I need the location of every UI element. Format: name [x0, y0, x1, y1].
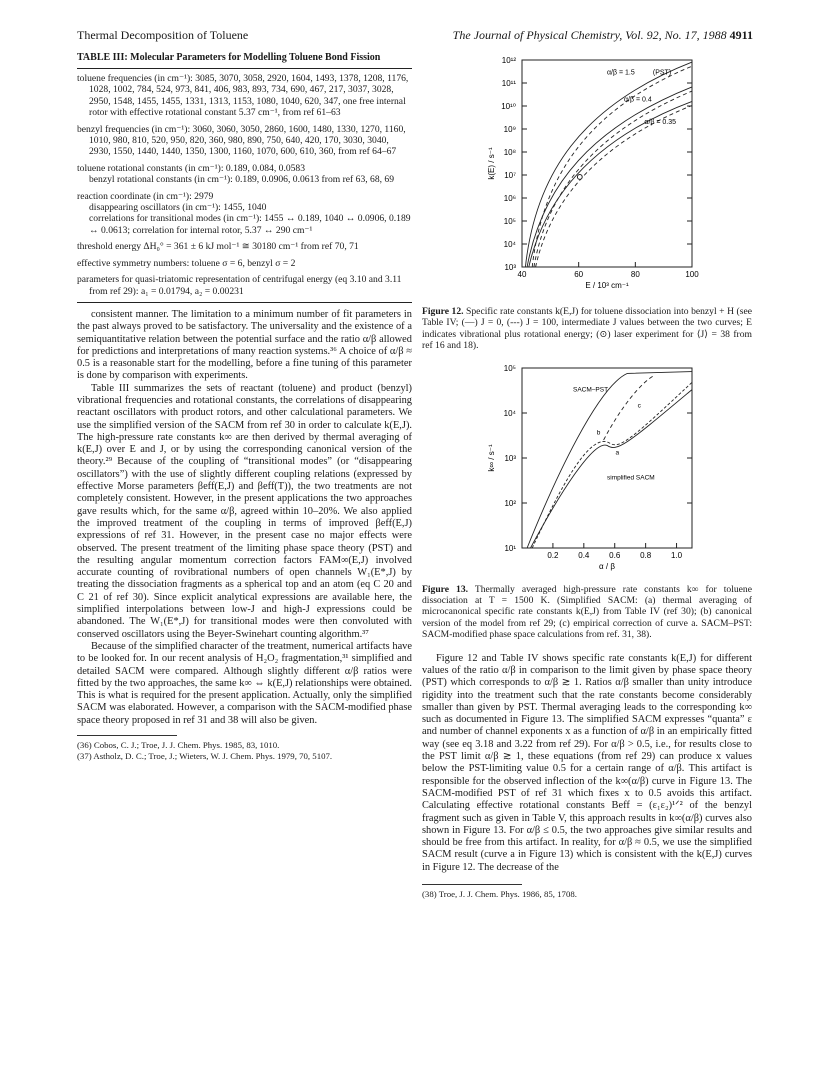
- curve-label: c: [637, 402, 641, 410]
- x-tick-label: 60: [574, 270, 584, 279]
- curve-label: SACM–PST: [573, 386, 609, 394]
- x-tick-label: 100: [685, 270, 699, 279]
- sacm-pst-curve: [527, 371, 692, 547]
- x-tick-label: 0.6: [609, 550, 621, 560]
- y-tick-label: 10³: [504, 453, 516, 463]
- x-tick-label: 0.8: [640, 550, 652, 560]
- plot-frame: [522, 60, 692, 267]
- journal-citation: The Journal of Physical Chemistry, Vol. 92, No. 17, 1988: [452, 28, 727, 42]
- ratio-04-curve-j0: [527, 87, 692, 267]
- curve-label: α/β = 0.35: [644, 119, 677, 127]
- figure-13-label: Figure 13.: [422, 583, 469, 595]
- figure-13-axes: [487, 364, 692, 571]
- y-tick-label: 10⁴: [503, 408, 516, 418]
- table-entry: benzyl frequencies (in cm⁻¹): 3060, 3060, 3050, 2860, 1600, 1480, 1330, 1270, 1160, 1010, 980, 810, 520, 950, 820, 360, 980, 890, 750, 640, 420, 170, 3030, 3040, 2930, 1550, 1440, 1440, 1350, 1300, 1160, 1070, 600, 610, 360, from ref 64–67: [77, 123, 406, 158]
- body-paragraph: Figure 12 and Table IV shows specific rate constants k(E,J) for different values of the ratio α/β in comparison to the limit given by phase space theory (PST) which corresponds to α/β ≳ 1. Ratios α/β smaller than unity introduce rigidity into the treatment such that the rate constants become considerably smaller than given by PST. Thermal averaging leads to the corresponding k∞ such as documented in Figure 13. The simplified SACM expresses “quanta” ε and number of channel exponents x as a function of α/β in an empirically fitted way (see eq 3.18 and 3.22 from ref 29). For α/β > 0.5, i.e., for results close to the PST limit α/β ≳ 1, these equations (from ref 29) can produce x values below the PST-limiting value 0.5 for a certain range of α/β. This artifact is responsible for the observed inflection of the k∞(α/β) curve in Figure 13. The SACM-modified PST of ref 31 which fixes x to 0.5 avoids this artifact. Calculating effective rotational constants Beff = (ε₁ε₂)¹ᐟ² of the benzyl fragment such as given in Table V, this approach results in k∞(α/β) curves also shown in Figure 13. For α/β ≤ 0.5, the two approaches give similar results and should be free from this artifact. In reality, for α/β ≈ 0.5, we use the simplified SACM result (curve a in Figure 13) which is consistent with the k(E,J) curves in Figure 12. The decrease of the: [422, 652, 752, 873]
- table-rule: [77, 68, 412, 69]
- right-body-text: [422, 653, 752, 874]
- y-tick-label: 10⁹: [503, 125, 516, 134]
- table-entry: threshold energy ΔH₀° = 361 ± 6 kJ mol⁻¹ ≅ 30180 cm⁻¹ from ref 70, 71: [77, 241, 359, 253]
- y-tick-label: 10¹¹: [501, 79, 516, 88]
- table-entry: parameters for quasi-triatomic representation of centrifugal energy (eq 3.10 and 3.11 from ref 29): a₁ = 0.01794, a₂ = 0.00231: [77, 274, 402, 297]
- table-entry: toluene frequencies (in cm⁻¹): 3085, 3070, 3058, 2920, 1604, 1493, 1378, 1208, 1176, 1028, 1002, 784, 524, 973, 841, 406, 983, 893, 734, 690, 467, 217, 3037, 3028, 2950, 1548, 1455, 1455, 1331, 1313, 1153, 1080, 1040, 620, 347, one free internal rotor with effective rotational constant 5.37 cm⁻¹, from ref 61–63: [77, 73, 409, 119]
- left-body-text: [77, 309, 412, 727]
- pst-curve-j0: [525, 62, 692, 267]
- simplified-sacm-curve-a: [531, 389, 693, 547]
- experiment-point-marker: [577, 175, 582, 180]
- table-entry: effective symmetry numbers: toluene σ = 6, benzyl σ = 2: [77, 257, 296, 269]
- ratio-035-curve-j0: [529, 101, 692, 267]
- y-tick-label: 10⁴: [503, 240, 516, 249]
- figure-13-caption: [422, 584, 752, 641]
- figure-12-caption-text: Specific rate constants k(E,J) for toluene dissociation into benzyl + H (see Table IV; (—) J = 0, (‐‐‐) J = 100, intermediate J values between the two curves; E indicates vibrational plus rotational energy; (⊙) laser experiment for ⟨J⟩ = 38 from ref 16 and 18).: [422, 306, 752, 352]
- curve-label: α/β = 1.5: [607, 69, 635, 77]
- right-footnote-rule: [422, 884, 522, 885]
- y-tick-label: 10¹²: [501, 56, 516, 65]
- simplified-sacm-curve-b: [532, 382, 692, 548]
- y-axis-label: k(E) / s⁻¹: [487, 147, 496, 180]
- x-axis-label: E / 10³ cm⁻¹: [585, 281, 629, 290]
- right-column: [422, 52, 752, 900]
- curve-label: α/β = 0.4: [624, 96, 652, 104]
- running-header-title: Thermal Decomposition of Toluene: [77, 28, 249, 42]
- corrected-curve-c: [604, 375, 655, 440]
- x-tick-label: 1.0: [670, 550, 683, 560]
- footnote: (36) Cobos, C. J.; Troe, J. J. Chem. Phys. 1985, 83, 1010.: [77, 740, 280, 750]
- y-tick-label: 10¹⁰: [501, 102, 516, 111]
- table-title: TABLE III: Molecular Parameters for Modelling Toluene Bond Fission: [77, 52, 381, 63]
- running-header-journal: [453, 28, 753, 43]
- curve-label: simplified SACM: [607, 474, 655, 482]
- x-tick-label: 40: [517, 270, 527, 279]
- y-axis-label: k∞ / s⁻¹: [487, 443, 496, 472]
- y-tick-label: 10⁵: [503, 217, 516, 226]
- table-entry: reaction coordinate (in cm⁻¹): 2979 disappearing oscillators (in cm⁻¹): 1455, 1040 correlations for transitional modes (in cm⁻¹): 1455 ↔ 0.189, 1040 ↔ 0.0906, 0.189 ↔ 0.0613; correlation for internal rotor, 5.37 ↔ 290 cm⁻¹: [77, 190, 411, 236]
- body-paragraph: Because of the simplified character of the treatment, numerical artifacts have to be looked for. In our recent analysis of H₂O₂ fragmentation,³¹ simplified and detailed SACM were compared. Although slightly different α/β ratios were fitted by the two approaches, the same k∞ ⇔ k(E,J) relationships were obtained. This is what is required for the present application. Actually, only the simplified SACM was elaborated. However, a comparison with the SACM-modified phase space theory proposed in ref 31 and 38 will also be given.: [77, 640, 412, 726]
- plot-frame: [522, 368, 692, 548]
- x-tick-label: 0.2: [547, 550, 559, 560]
- y-tick-label: 10⁶: [503, 194, 516, 203]
- y-tick-label: 10¹: [504, 543, 516, 553]
- left-column: [77, 52, 412, 761]
- y-tick-label: 10⁸: [503, 148, 516, 157]
- figure-12-plot: [422, 52, 752, 302]
- footnote: (37) Astholz, D. C.; Troe, J.; Wieters, W. J. Chem. Phys. 1979, 70, 5107.: [77, 750, 333, 761]
- curve-label: a: [615, 449, 620, 457]
- y-tick-label: 10⁵: [503, 363, 516, 373]
- y-tick-label: 10³: [504, 263, 516, 272]
- figure-12-axes: [487, 56, 699, 290]
- left-footnotes: [77, 740, 412, 761]
- pst-curve-j100: [532, 66, 692, 267]
- curve-label: (PST): [652, 69, 672, 77]
- y-tick-label: 10⁷: [504, 171, 516, 180]
- x-tick-label: 0.4: [578, 550, 590, 560]
- table-entry: toluene rotational constants (in cm⁻¹): 0.189, 0.084, 0.0583 benzyl rotational constants (in cm⁻¹): 0.189, 0.0906, 0.0613 from ref 63, 68, 69: [77, 162, 395, 186]
- body-paragraph: Table III summarizes the sets of reactant (toluene) and product (benzyl) vibrational frequencies and rotational constants, the correlations of disappearing reactant oscillators with product rotors, and other calculational parameters. We use the simplified version of the SACM from ref 30 in order to calculate k(E,J). The high-pressure rate constants k∞ are then derived by thermal averaging of k(E,J) over E and J, or by using the corresponding canonical version of the theory.²⁹ Because of the coupling of “transitional modes” (or “disappearing oscillators”) with the use of slightly different coupling relations (expressed by effective Morse parameters βeff(E,J) and βeff(T)), the two treatments are not completely consistent. However, in the present applications the two approaches gave results which, for the same α/β, agreed within 10–20%. We also applied the improved treatment of the coupling in terms of improved βeff(E,J) expressions of ref 31. However, in the present case no major effects were observed. The present treatment of the limiting phase space theory (PST) and the resulting angular momentum correction factors FAM∞(E,J) involved accurate counting of rovibrational numbers of open channels W₁(E*,J) by treating the dissociation fragments as a spherical top and an atom (eq C 20 and C 21 of ref 30). Since explicit analytical expressions are available here, the simplified interpolations between low-J and high-J expressions could be abandoned. The W₁(E*,J) for transitional modes were then convoluted with conserved oscillators using the Beyer-Swinehart counting algorithm.³⁷: [77, 382, 412, 640]
- page-number: 4911: [729, 28, 753, 42]
- table-bottom-rule: [77, 302, 412, 303]
- figure-12-label: Figure 12.: [422, 306, 464, 317]
- figure-13-plot: [422, 360, 752, 580]
- y-tick-label: 10²: [504, 498, 516, 508]
- footnote-rule: [77, 735, 177, 736]
- table-entries: [77, 73, 412, 297]
- x-tick-label: 80: [630, 270, 640, 279]
- x-axis-label: α / β: [599, 561, 615, 571]
- figure-12-caption: [422, 306, 752, 352]
- right-footnotes: [422, 889, 752, 900]
- curve-label: b: [596, 429, 601, 437]
- footnote: (38) Troe, J. J. Chem. Phys. 1986, 85, 1708.: [422, 889, 577, 899]
- figure-13-caption-text: Thermally averaged high-pressure rate constants k∞ for toluene dissociation at T = 1500 K. (Simplified SACM: (a) thermal averaging of microcanonical specific rate constants k(E,J) from Table IV (ref 30); (b) canonical version of the model from ref 29; (c) empirical correction of curve a. SACM–PST: SACM-modified phase space calculations from ref. 31, 38).: [422, 583, 752, 641]
- body-paragraph: consistent manner. The limitation to a minimum number of fit parameters in the past always proved to be satisfactory. The universality and the existence of a semiquantitative relation between the potential surface and the ratio α/β allowed for predictions and interpretations of many reaction systems.³⁶ A choice of α/β ≈ 0.5 is a reasonable start for the modelling, before a fine tuning of this parameter is done by comparison with experiments.: [77, 308, 412, 382]
